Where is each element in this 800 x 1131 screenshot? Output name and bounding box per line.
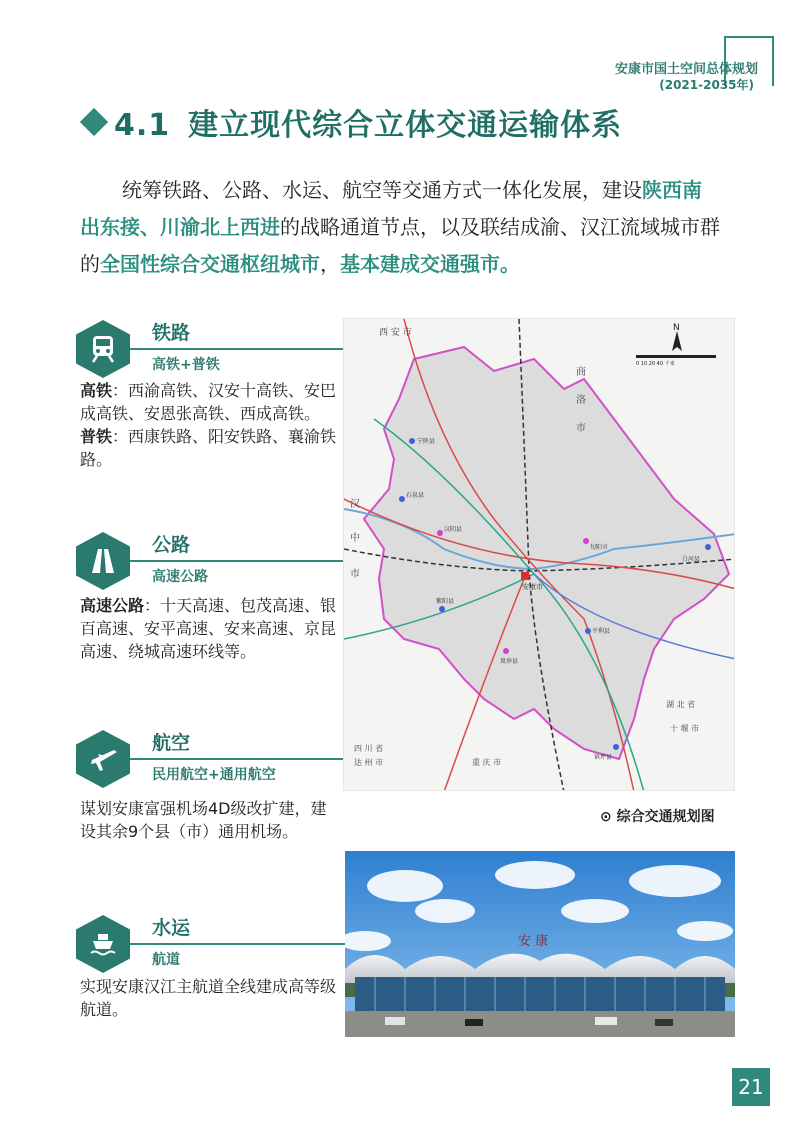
railway-header [76,318,336,380]
intro-text-2: 的战略通道节点，以及联结成渝、汉江流域城市群的 [80,215,720,276]
train-icon [76,320,130,378]
map-label-dazhou: 达 州 市 [354,758,384,767]
scale-label: 0 10 20 40 千米 [636,361,675,367]
aviation-title: 航空 [152,732,191,754]
map-label-han: 汉 [350,499,360,510]
road-icon [76,532,130,590]
aviation-subtitle: 民用航空+通用航空 [152,767,276,783]
map-label-pingli: 平利县 [592,628,611,635]
airport-sign: 安 康 [518,934,549,949]
map-label-shang: 商 [576,367,586,378]
water-header [76,913,336,975]
map-label-luo: 洛 [576,395,586,406]
airplane-icon [76,730,130,788]
ship-icon [76,915,130,973]
transport-plan-map [343,318,735,791]
map-label-shi-upper: 市 [576,423,586,434]
document-title: 安康市国土空间总体规划 [614,62,758,77]
highway-body [80,594,338,663]
aviation-body: 谋划安康富强机场4D级改扩建，建设其余9个县（市）通用机场。 [80,799,327,841]
north-label: N [673,323,680,333]
map-label-ankang: 安康市 [522,583,543,591]
map-label-hanyin: 汉阴县 [444,526,463,533]
railway-label-normal: 普铁 [80,427,113,446]
railway-text-normal: ：西康铁路、阳安铁路、襄渝铁路。 [80,427,337,469]
intro-highlight-2: 全国性综合交通枢纽城市 [100,252,320,276]
intro-text-1: 统筹铁路、公路、水运、航空等交通方式一体化发展，建设 [122,178,642,202]
highway-label: 高速公路 [80,596,145,615]
water-title: 水运 [152,917,191,939]
railway-subtitle: 高铁+普铁 [152,357,220,373]
railway-text-high-speed: ：西渝高铁、汉安十高铁、安巴成高铁、安恩张高铁、西成高铁。 [80,381,337,423]
diamond-icon [80,108,108,136]
railway-body [80,379,338,471]
airport-photo [345,851,735,1037]
map-label-shi-left: 市 [350,569,360,580]
document-subtitle: (2021-2035年) [659,78,754,92]
map-label-zhenping: 镇坪县 [594,754,613,761]
section-title-text: 建立现代综合立体交通运输体系 [188,108,623,143]
highway-subtitle: 高速公路 [152,569,208,585]
map-caption: ⊙ 综合交通规划图 [600,809,715,825]
railway-title: 铁路 [152,322,191,344]
map-label-ningshan: 宁陕县 [417,438,436,445]
highway-text: ：十天高速、包茂高速、银百高速、安平高速、安来高速、京昆高速、绕城高速环线等。 [80,596,337,661]
intro-paragraph [80,172,720,283]
water-subtitle: 航道 [152,952,180,968]
section-title [114,100,622,144]
map-label-shiyan: 十 堰 市 [670,724,700,733]
intro-highlight-1: 陕西南出东接、川渝北上西进 [80,178,702,239]
highway-header [76,530,336,592]
map-label-shiquan: 石泉县 [406,492,425,499]
map-label-ziyang: 紫阳县 [436,598,455,605]
water-body: 实现安康汉江主航道全线建成高等级航道。 [80,977,337,1019]
map-label-langao: 岚皋县 [500,658,519,665]
railway-label-high-speed: 高铁 [80,381,113,400]
highway-title: 公路 [152,534,191,556]
map-label-hubei: 湖 北 省 [666,700,696,709]
aviation-header [76,728,336,790]
section-number: 4.1 [114,108,171,143]
map-label-xian: 西 安 市 [379,328,412,338]
map-label-xunyang: 旬阳市 [590,544,609,551]
page-number: 21 [732,1068,770,1106]
map-label-chongqing: 重 庆 市 [472,758,502,767]
intro-text-3: ， [320,252,340,276]
intro-highlight-3: 基本建成交通强市。 [340,252,520,276]
map-label-sichuan: 四 川 省 [354,744,384,753]
map-label-zhong: 中 [350,533,360,544]
map-label-baihe: 白河县 [682,556,701,563]
